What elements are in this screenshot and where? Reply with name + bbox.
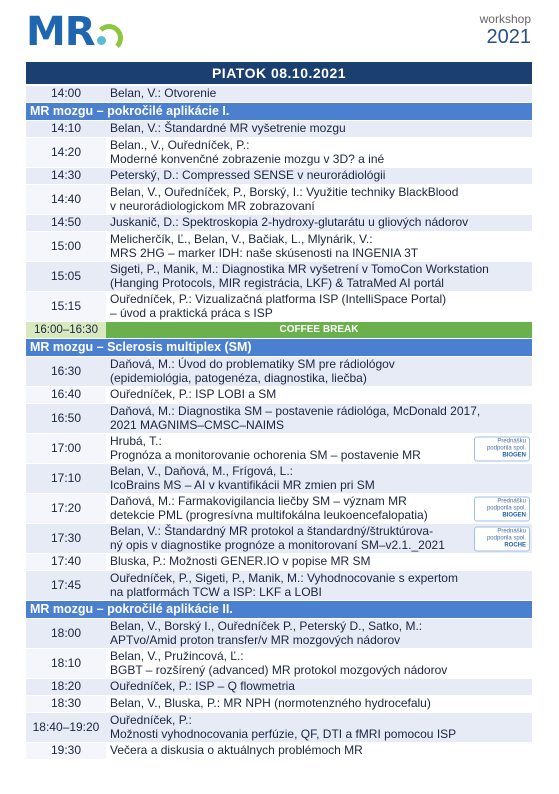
session-time: 18:40–19:20	[26, 713, 106, 742]
schedule-row	[26, 649, 532, 679]
session-description	[106, 262, 532, 291]
session-description	[106, 215, 532, 231]
session-time: 18:20	[26, 679, 106, 695]
session-time: 19:30	[26, 743, 106, 759]
session-time: 15:05	[26, 262, 106, 291]
session-line: Hrubá, T.:	[110, 434, 162, 448]
session-line: Peterský, D.: Compressed SENSE v neurorádiológii	[110, 168, 386, 183]
schedule-row	[26, 387, 532, 404]
sponsor-text: Prednášku	[497, 498, 526, 504]
session-description	[106, 357, 532, 386]
logo-arc-icon	[93, 18, 127, 52]
session-description	[106, 494, 532, 523]
schedule-row	[26, 138, 532, 168]
schedule-row	[26, 696, 532, 713]
schedule-row	[26, 713, 532, 743]
sponsor-badge	[474, 436, 530, 461]
session-line: Večera a diskusia o aktuálnych problémoch MR	[110, 743, 363, 758]
session-description	[106, 185, 532, 214]
section-header: MR mozgu – Sclerosis multiplex (SM)	[26, 339, 532, 357]
session-line: APTvo/Amid proton transfer/v MR mozgových nádorov	[110, 632, 401, 647]
workshop-text: workshop	[479, 12, 531, 26]
schedule-row	[26, 262, 532, 292]
sponsor-text: podporila spol.	[486, 505, 526, 511]
session-time: 16:30	[26, 357, 106, 386]
session-line: Daňová, M.: Farmakovigilancia liečby SM – význam MR	[110, 494, 407, 508]
session-line: ný opis v diagnostike prognóze a monitorovaní SM–v2.1._2021	[110, 537, 445, 552]
session-line: BGBT – rozšírený (advanced) MR protokol mozgových nádorov	[110, 662, 448, 677]
session-line: Belan, V.: Otvorenie	[110, 86, 217, 101]
session-description	[106, 387, 532, 403]
session-time: 17:10	[26, 464, 106, 493]
session-line: Belan, V., Bluska, P.: MR NPH (normotenzného hydrocefalu)	[110, 696, 431, 711]
schedule-row	[26, 292, 532, 322]
session-line: Sigeti, P., Manik, M.: Diagnostika MR vyšetrení v TomoCon Workstation	[110, 262, 489, 276]
session-time: 17:00	[26, 434, 106, 463]
schedule-row	[26, 743, 532, 760]
sponsor-text: podporila spol.	[486, 445, 526, 451]
session-line: Belan, V., Daňová, M., Frígová, L.:	[110, 464, 293, 478]
sponsor-name: BIOGEN	[502, 452, 526, 458]
session-time: 14:30	[26, 168, 106, 184]
session-line: Moderné konvenčné zobrazenie mozgu v 3D? a iné	[110, 151, 385, 166]
schedule-row	[26, 168, 532, 185]
logo-text: MR	[26, 9, 95, 55]
session-description	[106, 619, 532, 648]
session-line: Belan, V.: Štandardný MR protokol a štandardný/štruktúrova-	[110, 524, 434, 538]
session-line: MRS 2HG – marker IDH: naše skúsenosti na INGENIA 3T	[110, 245, 419, 260]
session-description	[106, 464, 532, 493]
session-description	[106, 434, 532, 463]
logo	[26, 9, 127, 55]
session-line: Belan, V., Pružincová, Ľ.:	[110, 649, 244, 663]
schedule-row	[26, 524, 532, 554]
session-line: Bluska, P.: Možnosti GENER.IO v popise MR SM	[110, 554, 371, 569]
session-description	[106, 168, 532, 184]
session-description	[106, 649, 532, 678]
sponsor-text: Prednášku	[497, 438, 526, 444]
session-line: Belan, V., Borský I., Ouředníček P., Peterský D., Satko, M.:	[110, 619, 423, 633]
coffee-label: COFFEE BREAK	[106, 322, 532, 338]
session-line: Belan, V., Ouředníček, P., Borský, I.: Využitie techniky BlackBlood	[110, 185, 459, 199]
session-description	[106, 524, 532, 553]
workshop-label	[480, 12, 531, 48]
session-line: IcoBrains MS – AI v kvantifikácii MR zmien pri SM	[110, 477, 375, 492]
session-time: 18:10	[26, 649, 106, 678]
session-line: Ouředníček, P., Sigeti, P., Manik, M.: Vyhodnocovanie s expertom	[110, 571, 458, 585]
session-line: 2021 MAGNIMS–CMSC–NAIMS	[110, 417, 285, 432]
sponsor-badge	[474, 526, 530, 551]
session-description	[106, 571, 532, 600]
session-time: 17:30	[26, 524, 106, 553]
sponsor-name: BIOGEN	[502, 512, 526, 518]
session-description	[106, 404, 532, 433]
schedule-row	[26, 571, 532, 601]
session-line: Belan, V.: Štandardné MR vyšetrenie mozgu	[110, 121, 346, 136]
session-description	[106, 743, 532, 759]
session-line: Ouředníček, P.: Vizualizačná platforma ISP (IntelliSpace Portal)	[110, 292, 447, 306]
session-line: Melicherčík, Ľ., Belan, V., Bačiak, L., Mlynárik, V.:	[110, 232, 373, 246]
schedule-row	[26, 434, 532, 464]
sponsor-text: podporila spol.	[486, 535, 526, 541]
schedule-row	[26, 404, 532, 434]
sponsor-badge	[474, 496, 530, 521]
workshop-year: 2021	[486, 26, 531, 48]
session-time: 16:40	[26, 387, 106, 403]
schedule-row	[26, 121, 532, 138]
session-line: Možnosti vyhodnocovania perfúzie, QF, DTI a fMRI pomocou ISP	[110, 726, 457, 741]
coffee-break-row	[26, 322, 532, 339]
session-line: na platformách TCW a ISP: LKF a LOBI	[110, 584, 322, 599]
session-time: 15:15	[26, 292, 106, 321]
schedule-row	[26, 86, 532, 103]
session-line: Prognóza a monitorovanie ochorenia SM – postavenie MR	[110, 447, 421, 462]
session-line: Ouředníček, P.: ISP – Q flowmetria	[110, 679, 295, 694]
session-time: 15:00	[26, 232, 106, 261]
session-line: Belan., V., Ouředníček, P.:	[110, 138, 250, 152]
session-line: (Hanging Protocols, MIR registrácia, LKF) & TatraMed AI portál	[110, 275, 444, 290]
session-line: (epidemiológia, patogenéza, diagnostika, liečba)	[110, 370, 367, 385]
session-description	[106, 554, 532, 570]
session-line: v neurorádiologickom MR zobrazovaní	[110, 198, 315, 213]
schedule-row	[26, 185, 532, 215]
section-header: MR mozgu – pokročilé aplikácie I.	[26, 103, 532, 121]
session-description	[106, 713, 532, 742]
session-description	[106, 679, 532, 695]
schedule-row	[26, 215, 532, 232]
schedule-row	[26, 554, 532, 571]
session-description	[106, 138, 532, 167]
session-line: Daňová, M.: Diagnostika SM – postavenie rádiológa, McDonald 2017,	[110, 404, 481, 418]
session-description	[106, 292, 532, 321]
schedule-row	[26, 464, 532, 494]
session-time: 14:10	[26, 121, 106, 137]
schedule-row	[26, 232, 532, 262]
session-time: 18:00	[26, 619, 106, 648]
session-line: Daňová, M.: Úvod do problematiky SM pre rádiológov	[110, 357, 395, 371]
session-line: Juskanič, D.: Spektroskopia 2-hydroxy-glutarátu u gliových nádorov	[110, 215, 469, 230]
session-line: Ouředníček, P.:	[110, 713, 192, 727]
session-time: 17:45	[26, 571, 106, 600]
schedule-row	[26, 679, 532, 696]
session-description	[106, 121, 532, 137]
section-header: MR mozgu – pokročilé aplikácie II.	[26, 601, 532, 619]
session-description	[106, 86, 532, 102]
session-time: 14:20	[26, 138, 106, 167]
session-time: 17:40	[26, 554, 106, 570]
session-description	[106, 696, 532, 712]
sponsor-text: Prednášku	[497, 528, 526, 534]
session-line: detekcie PML (progresívna multifokálna leukoencefalopatia)	[110, 507, 428, 522]
schedule-row	[26, 494, 532, 524]
session-time: 14:50	[26, 215, 106, 231]
session-time: 16:50	[26, 404, 106, 433]
session-time: 14:00	[26, 86, 106, 102]
session-description	[106, 232, 532, 261]
schedule-table	[26, 62, 532, 760]
session-line: – úvod a praktická práca s ISP	[110, 305, 273, 320]
schedule-row	[26, 357, 532, 387]
session-line: Ouředníček, P.: ISP LOBI a SM	[110, 387, 277, 402]
schedule-row	[26, 619, 532, 649]
session-time: 14:40	[26, 185, 106, 214]
day-title: PIATOK 08.10.2021	[26, 62, 532, 86]
session-time: 18:30	[26, 696, 106, 712]
sponsor-name: ROCHE	[504, 542, 526, 548]
coffee-time: 16:00–16:30	[26, 322, 106, 338]
session-time: 17:20	[26, 494, 106, 523]
